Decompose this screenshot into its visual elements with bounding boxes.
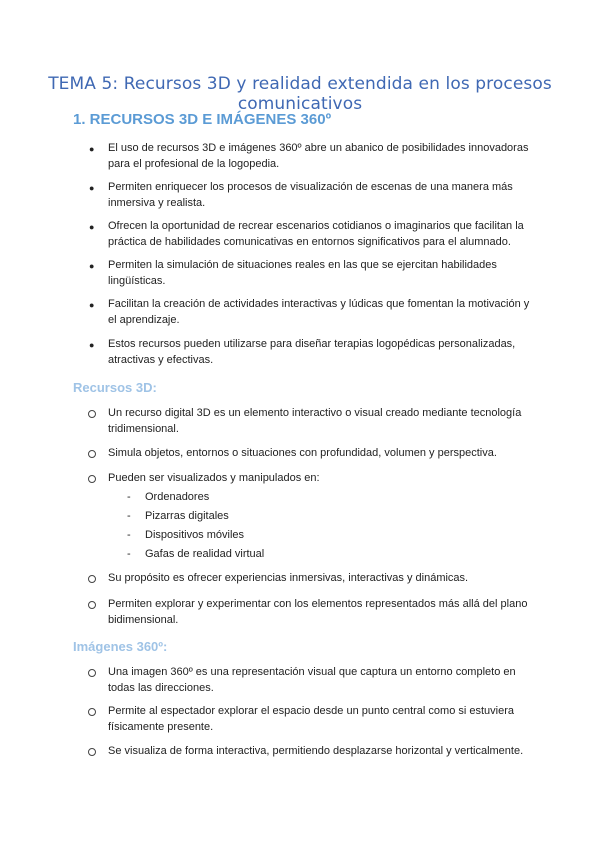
list-item: El uso de recursos 3D e imágenes 360º abre un abanico de posibilidades innovadoras para el profesional de la logopedia. [108, 142, 529, 170]
circle-bullet-icon [88, 669, 96, 677]
bullet-marker: ● [89, 183, 95, 193]
dash-marker: - [127, 510, 131, 522]
bullet-marker: ● [89, 261, 95, 271]
dash-marker: - [127, 491, 131, 503]
bullet-marker: ● [89, 340, 95, 350]
list-item: Un recurso digital 3D es un elemento interactivo o visual creado mediante tecnología tridimensional. [108, 407, 522, 435]
list-item: Permiten enriquecer los procesos de visualización de escenas de una manera más inmersiva y realista. [108, 181, 513, 209]
subsection-heading-recursos-3d: Recursos 3D: [73, 380, 157, 395]
circle-bullet-icon [88, 708, 96, 716]
dash-marker: - [127, 529, 131, 541]
bullet-marker: ● [89, 222, 95, 232]
list-item: Pueden ser visualizados y manipulados en: [108, 472, 320, 484]
list-item: Ofrecen la oportunidad de recrear escenarios cotidianos o imaginarios que facilitan la práctica de habilidades comunicativas en entornos significativos para el alumnado. [108, 220, 524, 248]
page-title: TEMA 5: Recursos 3D y realidad extendida en los procesos comunicativos [48, 74, 552, 114]
circle-bullet-icon [88, 450, 96, 458]
circle-bullet-icon [88, 475, 96, 483]
device-item: Ordenadores [145, 491, 210, 503]
circle-bullet-icon [88, 575, 96, 583]
device-item: Gafas de realidad virtual [145, 548, 265, 560]
circle-bullet-icon [88, 601, 96, 609]
bullet-marker: ● [89, 300, 95, 310]
subsection-heading-imagenes-360: Imágenes 360º: [73, 639, 168, 654]
list-item: Permiten explorar y experimentar con los elementos representados más allá del plano bidimensional. [108, 598, 528, 626]
list-item: Una imagen 360º es una representación visual que captura un entorno completo en todas las direcciones. [108, 666, 516, 694]
circle-bullet-icon [88, 748, 96, 756]
device-item: Pizarras digitales [145, 510, 229, 522]
dash-marker: - [127, 548, 131, 560]
list-item: Facilitan la creación de actividades interactivas y lúdicas que fomentan la motivación y el aprendizaje. [108, 298, 530, 326]
list-item: Permite al espectador explorar el espacio desde un punto central como si estuviera físicamente presente. [108, 705, 515, 733]
list-item: Estos recursos pueden utilizarse para diseñar terapias logopédicas personalizadas, atractivas y efectivas. [108, 338, 516, 366]
list-item: Simula objetos, entornos o situaciones con profundidad, volumen y perspectiva. [108, 447, 497, 459]
list-item: Su propósito es ofrecer experiencias inmersivas, interactivas y dinámicas. [108, 572, 469, 584]
circle-bullet-icon [88, 410, 96, 418]
bullet-marker: ● [89, 144, 95, 154]
device-item: Dispositivos móviles [145, 529, 245, 541]
section-heading: 1. RECURSOS 3D E IMÁGENES 360º [73, 111, 332, 128]
list-item: Permiten la simulación de situaciones reales en las que se ejercitan habilidades lingüísticas. [108, 259, 497, 287]
list-item: Se visualiza de forma interactiva, permitiendo desplazarse horizontal y verticalmente. [108, 745, 524, 757]
